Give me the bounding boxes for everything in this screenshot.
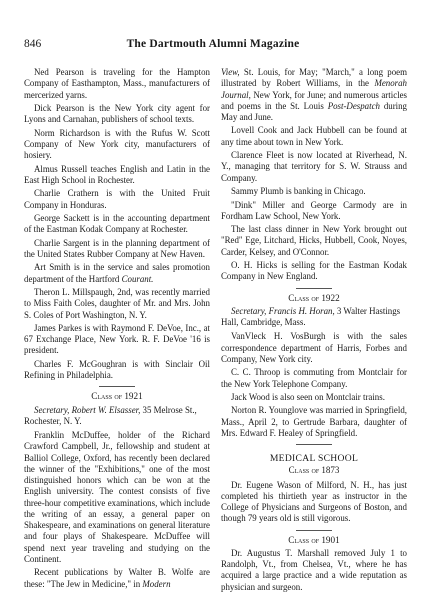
running-title: The Dartmouth Alumni Magazine — [126, 38, 300, 50]
paragraph-text: New York, for June; and numerous articles and poems in the St. Louis — [221, 89, 407, 111]
section-divider — [296, 530, 332, 531]
news-paragraph: VanVleck H. VosBurgh is with the sales correspondence department of Harris, Forbes and Company, New York city. — [221, 331, 407, 364]
right-column — [221, 67, 407, 595]
medical-school-heading: MEDICAL SCHOOL — [269, 453, 359, 465]
class-secretary — [24, 405, 210, 428]
paragraph-text: during May and June. — [221, 100, 407, 122]
news-paragraph: O. H. Hicks is selling for the Eastman Kodak Company in New England. — [221, 260, 407, 282]
class-heading-1901: Class of 1901 — [288, 534, 340, 545]
news-paragraph: Dr. Eugene Wason of Milford, N. H., has just completed his thirtieth year as instructor in the College of Physicians and Surgeons of Boston, and though 79 years old is still vigorous. — [221, 479, 407, 524]
class-heading-1922: Class of 1922 — [288, 292, 340, 303]
paragraph-text: Recent publications by Walter B. Wolfe are these: "The Jew in Medicine," in — [24, 567, 210, 589]
publication-name: Post-Despatch — [327, 100, 380, 111]
news-paragraph: George Sackett is in the accounting department of the Eastman Kodak Company at Rochester. — [24, 212, 210, 235]
news-paragraph: Charles F. McGoughran is with Sinclair Oil Refining in Philadelphia. — [24, 358, 210, 381]
news-paragraph: "Dink" Miller and George Carmody are in Fordham Law School, New York. — [221, 199, 407, 221]
news-paragraph: Norm Richardson is with the Rufus W. Scott Company of New York city, manufacturers of hosiery. — [24, 127, 210, 161]
news-paragraph: C. C. Throop is commuting from Montclair for the New York Telephone Company. — [221, 367, 407, 389]
publication-name: Modern — [142, 578, 171, 589]
news-paragraph — [24, 567, 210, 590]
news-paragraph: Jack Wood is also seen on Montclair trains. — [231, 392, 385, 402]
news-paragraph: Clarence Fleet is now located at Riverhead, N. Y., managing that territory for S. W. Strauss and Company. — [221, 150, 407, 183]
paragraph-text: Art Smith is in the service and sales promotion department of the Hartford — [24, 262, 210, 284]
secretary-address: 3 Walter Hastings Hall, Cambridge, Mass. — [221, 305, 401, 328]
news-paragraph: Lovell Cook and Jack Hubbell can be found at any time about town in New York. — [221, 125, 407, 147]
news-paragraph: Franklin McDuffee, holder of the Richard Crawford Campbell, Jr., fellowship and student at Balliol College, Oxford, has recently been declared the winner of the "Exhibitions," one of the most distinguished honors which can be won at the English university. The contest consists of five three-hour competitive examinations, which include the writing of an essay, a general paper on Shakespeare, and examinations on general literature and four plays of Shakespeare. McDuffee will spend next year traveling and studying on the Continent. — [24, 430, 210, 564]
section-divider — [296, 444, 332, 445]
news-paragraph — [24, 262, 210, 285]
news-paragraph: Theron L. Millspaugh, 2nd, was recently married to Miss Faith Coles, daughter of Mr. and Mrs. John S. Coles of Port Washington, N. Y. — [24, 287, 210, 320]
publication-name: View, — [221, 67, 240, 77]
secretary-address: 35 Melrose St., Rochester, N. Y. — [24, 404, 197, 426]
news-paragraph: Ned Pearson is traveling for the Hampton Company of Easthampton, Mass., manufacturers of mercerized yarns. — [24, 67, 210, 100]
left-column — [24, 67, 210, 592]
secretary-name: Secretary, Robert W. Elsasser, — [34, 404, 141, 415]
news-paragraph: Charlie Sargent is in the planning department of the United States Rubber Company at New Haven. — [24, 237, 210, 259]
class-secretary — [221, 306, 407, 329]
page-number: 846 — [24, 38, 42, 50]
news-paragraph: Norton R. Younglove was married in Springfield, Mass., April 2, to Gertrude Barbara, daughter of Mrs. Edward F. Healey of Springfield. — [221, 405, 407, 438]
section-divider — [296, 288, 332, 289]
page-header — [24, 38, 402, 54]
news-paragraph: The last class dinner in New York brought out "Red" Ege, Litchard, Hicks, Hubbell, Cook, Noyes, Carder, Kelsey, and O'Connor. — [221, 224, 407, 257]
news-paragraph: James Parkes is with Raymond F. DeVoe, Inc., at 67 Exchange Place, New York. R. F. DeVoe '16 is president. — [24, 322, 210, 356]
secretary-name: Secretary, Francis H. Horan, — [231, 305, 335, 316]
class-heading-1921: Class of 1921 — [91, 391, 143, 402]
paragraph-text: St. Louis, for May; "March," a long poem illustrated by Robert Williams, in the — [221, 67, 407, 89]
publication-name: Courant. — [121, 273, 154, 284]
news-paragraph — [221, 67, 407, 123]
news-paragraph: Sammy Plumb is banking in Chicago. — [231, 186, 366, 197]
news-paragraph: Dr. Augustus T. Marshall removed July 1 to Randolph, Vt., from Chelsea, Vt., where he has acquired a large practice and a wide reputation as physician and surgeon. — [221, 547, 407, 592]
publication-name: Menorah Journal, — [221, 78, 407, 100]
news-paragraph: Charlie Crathern is with the United Fruit Company in Honduras. — [24, 188, 210, 210]
news-paragraph: Dick Pearson is the New York city agent for Lyons and Carnahan, publishers of school texts. — [24, 102, 210, 125]
class-heading-1873: Class of 1873 — [288, 465, 340, 476]
news-paragraph: Almus Russell teaches English and Latin in the East High School in Rochester. — [24, 163, 210, 185]
section-divider — [99, 386, 135, 387]
